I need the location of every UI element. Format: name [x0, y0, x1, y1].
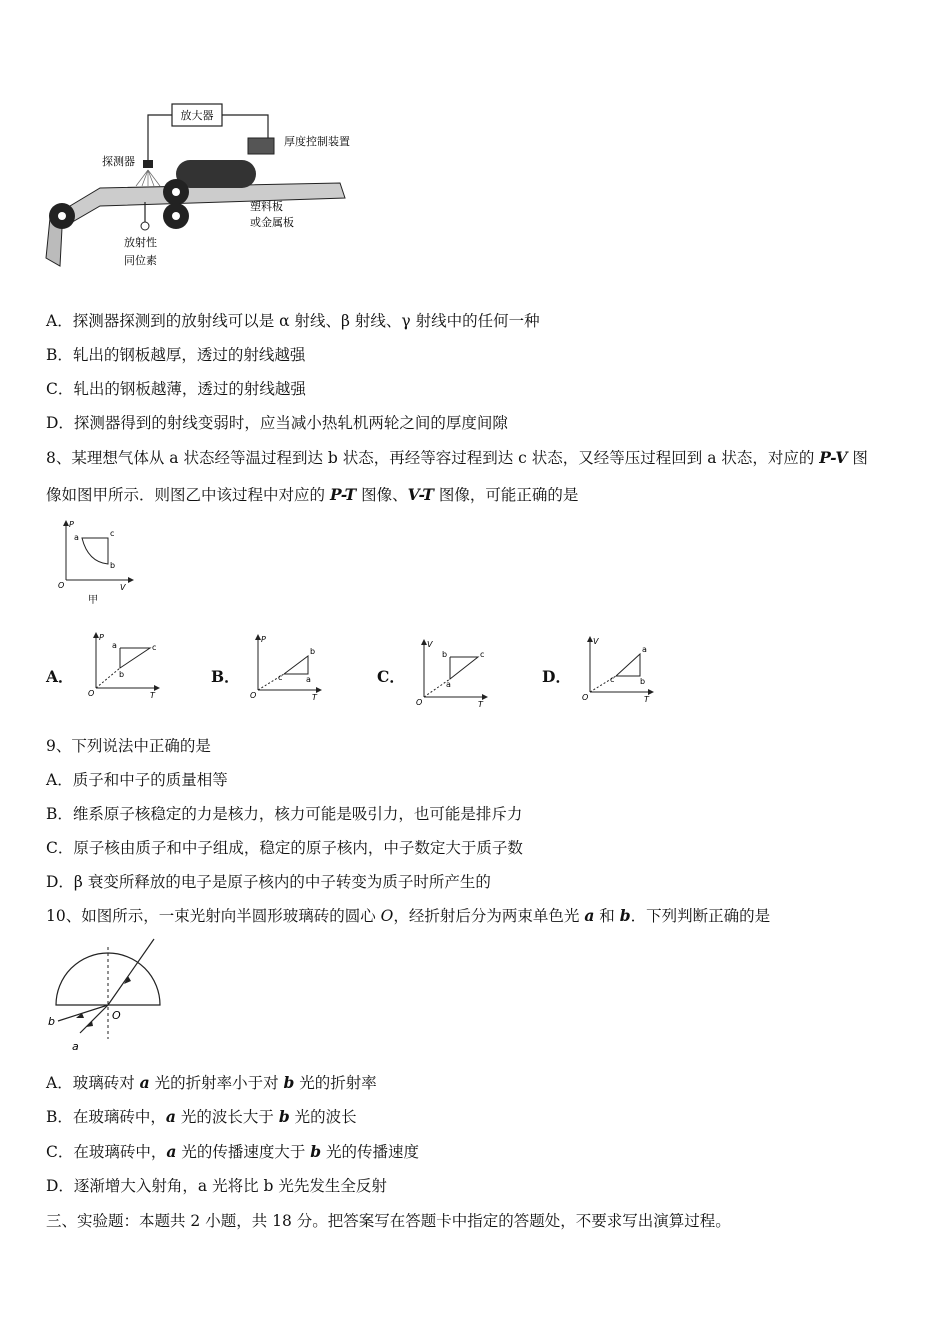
- svg-text:c: c: [110, 529, 115, 538]
- q8-option-a-label[interactable]: A．: [46, 667, 74, 686]
- svg-text:b: b: [640, 677, 646, 686]
- svg-text:b: b: [310, 647, 316, 656]
- q9-option-a: A．质子和中子的质量相等: [46, 771, 228, 789]
- q10-option-a: A．玻璃砖对 a 光的折射率小于对 b 光的折射率: [46, 1073, 377, 1092]
- svg-text:T: T: [644, 695, 649, 704]
- q10-stem: 10、如图所示，一束光射向半圆形玻璃砖的圆心 O，经折射后分为两束单色光 a 和 b．下列判断正确的是: [46, 906, 771, 925]
- svg-text:O: O: [250, 691, 257, 700]
- svg-text:c: c: [610, 675, 615, 684]
- q7-option-a: A．探测器探测到的放射线可以是 α 射线、β 射线、γ 射线中的任何一种: [46, 312, 540, 330]
- svg-text:b: b: [110, 561, 116, 570]
- detector-label: 探测器: [102, 155, 135, 168]
- amplifier-label: 放大器: [180, 109, 214, 122]
- pv-figure: [54, 518, 144, 608]
- plate-label-2: 或金属板: [250, 216, 294, 229]
- q9-option-c: C．原子核由质子和中子组成，稳定的原子核内，中子数定大于质子数: [46, 839, 523, 857]
- q8-graph-a: [86, 630, 166, 700]
- svg-text:a: a: [72, 1040, 79, 1053]
- q9-option-d: D．β 衰变所释放的电子是原子核内的中子转变为质子时所产生的: [46, 873, 491, 891]
- glass-brick-figure: [44, 935, 169, 1057]
- q8-option-b-label[interactable]: B．: [211, 667, 240, 686]
- q7-option-d: D．探测器得到的射线变弱时，应当减小热轧机两轮之间的厚度间隙: [46, 414, 508, 432]
- q8-stem-line2: 像如图甲所示．则图乙中该过程中对应的 P-T 图像、V-T 图像，可能正确的是: [46, 485, 579, 504]
- q7-option-c: C．轧出的钢板越薄，透过的射线越强: [46, 380, 306, 398]
- q8-graph-c: [414, 637, 494, 709]
- svg-text:O: O: [582, 693, 589, 702]
- q8-graph-d: [580, 634, 660, 704]
- q8-graph-b: [248, 632, 328, 702]
- svg-text:a: a: [446, 680, 451, 689]
- svg-text:b: b: [48, 1015, 55, 1028]
- q9-option-b: B．维系原子核稳定的力是核力，核力可能是吸引力，也可能是排斥力: [46, 805, 523, 823]
- svg-text:a: a: [642, 645, 647, 654]
- section-3-heading: 三、实验题：本题共 2 小题，共 18 分。把答案写在答题卡中指定的答题处，不要求写出演算过程。: [46, 1212, 731, 1230]
- svg-text:a: a: [306, 675, 311, 684]
- q8-option-d-label[interactable]: D．: [542, 667, 571, 686]
- rolling-mill-figure: [40, 98, 370, 273]
- svg-text:b: b: [119, 670, 125, 679]
- q8-stem-line1: 8、某理想气体从 a 状态经等温过程到达 b 状态，再经等容过程到达 c 状态，又经等压过程回到 a 状态，对应的 P-V 图: [46, 448, 868, 467]
- q10-option-b: B．在玻璃砖中，a 光的波长大于 b 光的波长: [46, 1107, 357, 1126]
- svg-text:T: T: [312, 693, 317, 702]
- q9-stem: 9、下列说法中正确的是: [46, 737, 211, 755]
- svg-text:b: b: [442, 650, 448, 659]
- svg-text:P: P: [69, 520, 74, 529]
- svg-text:V: V: [593, 637, 599, 646]
- q7-option-b: B．轧出的钢板越厚，透过的射线越强: [46, 346, 306, 364]
- thickness-device-label: 厚度控制装置: [284, 135, 350, 148]
- svg-text:V: V: [120, 583, 126, 592]
- svg-text:T: T: [150, 691, 155, 700]
- svg-text:a: a: [112, 641, 117, 650]
- svg-text:a: a: [74, 533, 79, 542]
- svg-text:V: V: [427, 640, 433, 649]
- svg-text:P: P: [261, 635, 266, 644]
- source-label-2: 同位素: [124, 254, 157, 267]
- svg-text:O: O: [416, 698, 423, 707]
- q8-option-c-label[interactable]: C．: [377, 667, 405, 686]
- svg-text:O: O: [88, 689, 95, 698]
- q10-option-c: C．在玻璃砖中，a 光的传播速度大于 b 光的传播速度: [46, 1142, 420, 1161]
- svg-text:c: c: [278, 673, 283, 682]
- svg-text:O: O: [112, 1009, 121, 1022]
- svg-text:c: c: [152, 643, 157, 652]
- svg-text:O: O: [58, 581, 65, 590]
- svg-text:T: T: [478, 700, 483, 709]
- plate-label-1: 塑料板: [250, 200, 283, 213]
- svg-text:c: c: [480, 650, 485, 659]
- pv-caption: 甲: [88, 595, 98, 606]
- source-label-1: 放射性: [124, 236, 157, 249]
- svg-text:P: P: [99, 633, 104, 642]
- q10-option-d: D．逐渐增大入射角，a 光将比 b 光先发生全反射: [46, 1177, 387, 1195]
